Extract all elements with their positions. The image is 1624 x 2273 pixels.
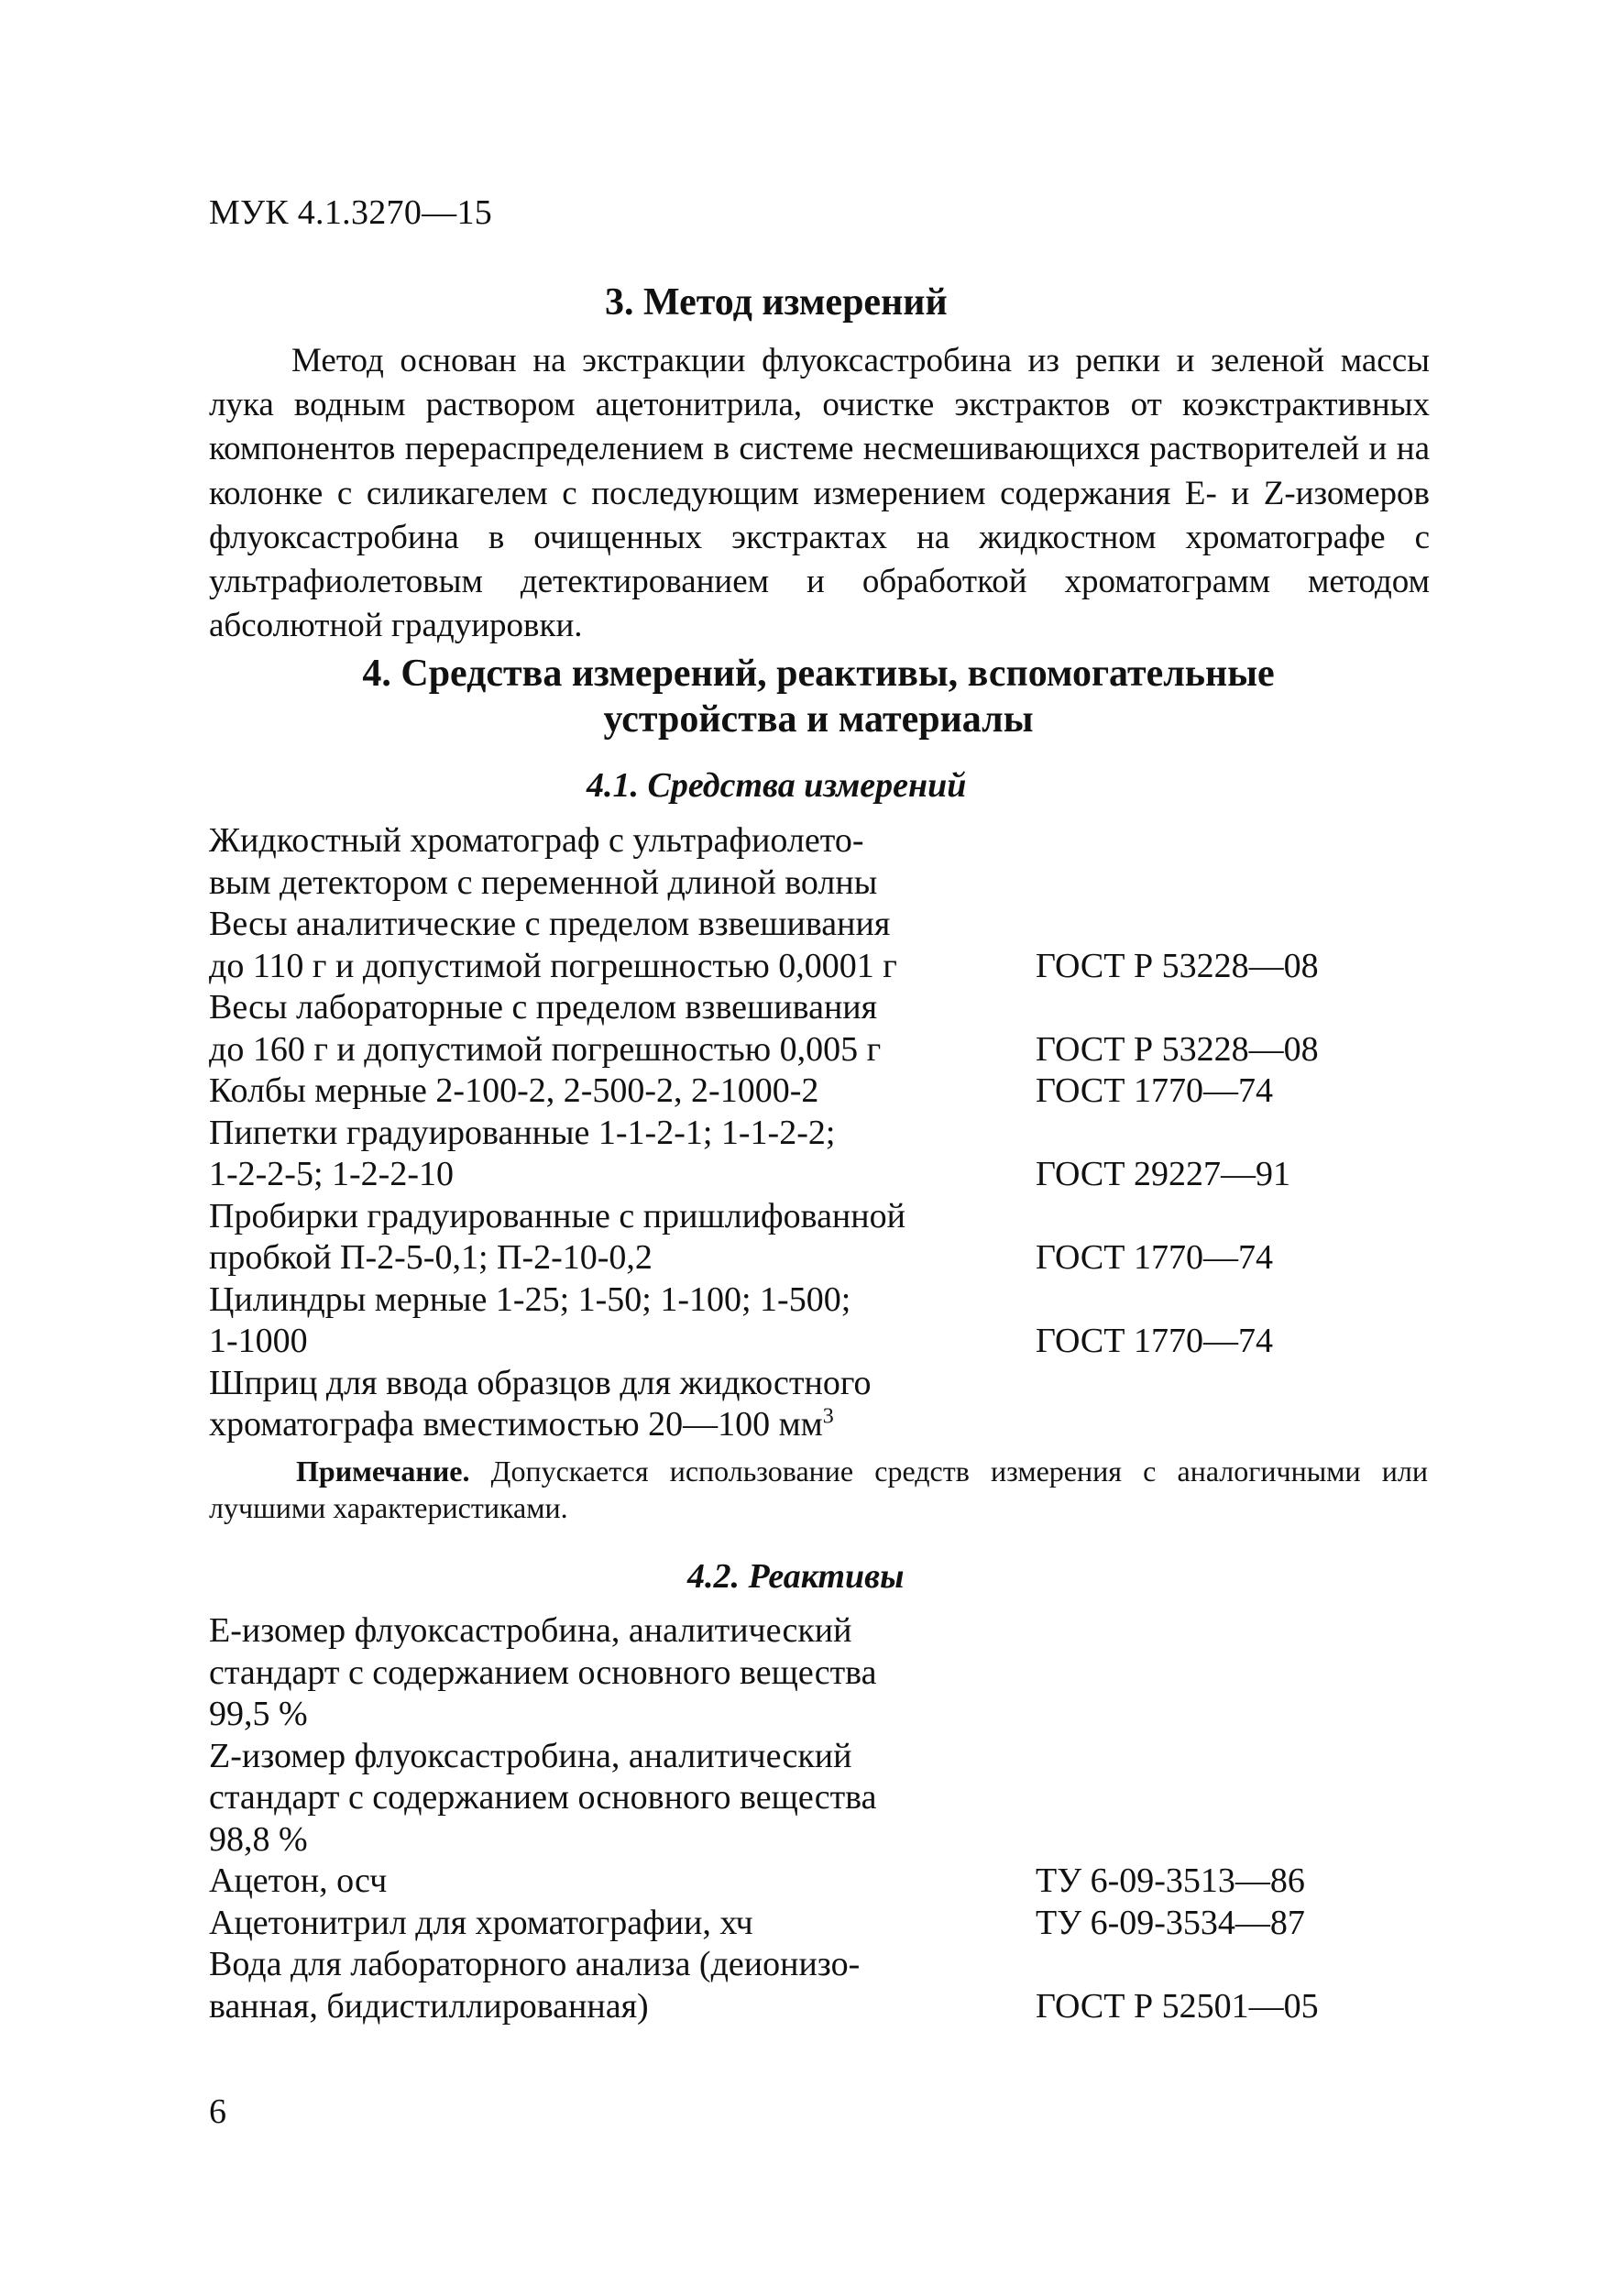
item-standard: ГОСТ 1770—74 xyxy=(1036,1322,1273,1360)
reagents-table xyxy=(209,1610,1428,2027)
section-4-title xyxy=(209,651,1428,742)
section-4-title-line-2: устройства и материалы xyxy=(603,698,1034,741)
table-row xyxy=(209,1861,1428,1903)
item-standard xyxy=(1006,1694,1428,1736)
syringe-text: хроматографа вместимостью 20—100 мм xyxy=(209,1405,823,1444)
item-standard xyxy=(1006,1819,1428,1861)
item-name: пробкой П-2-5-0,1; П-2-10-0,2 xyxy=(209,1238,653,1277)
table-row xyxy=(209,1610,1428,1653)
item-name: Колбы мерные 2-100-2, 2-500-2, 2-1000-2 xyxy=(209,1071,819,1110)
table-row xyxy=(209,1196,1428,1238)
item-name: Весы аналитические с пределом взвешивания xyxy=(209,905,891,943)
item-name: Ацетонитрил для хроматографии, хч xyxy=(209,1903,753,1942)
item-standard xyxy=(1006,1279,1428,1322)
item-standard xyxy=(1006,1363,1428,1405)
item-name xyxy=(209,1404,1006,1446)
item-standard: ТУ 6-09-3534—87 xyxy=(1036,1903,1305,1942)
table-row xyxy=(209,1819,1428,1861)
note xyxy=(209,1453,1428,1526)
measuring-instruments-table xyxy=(209,820,1428,1446)
unit-superscript: 3 xyxy=(822,1404,834,1429)
item-standard: ГОСТ Р 53228—08 xyxy=(1036,1029,1319,1069)
document-code: МУК 4.1.3270—15 xyxy=(209,193,493,232)
item-standard: ГОСТ Р 52501—05 xyxy=(1036,1986,1319,2026)
section-4-title-line-1: 4. Средства измерений, реактивы, вспомогательные xyxy=(362,653,1275,695)
item-name: стандарт с содержанием основного вещества xyxy=(209,1653,877,1692)
item-standard xyxy=(1006,1944,1428,1986)
item-name: Е-изомер флуоксастробина, аналитический xyxy=(209,1611,852,1650)
table-row xyxy=(209,820,1428,862)
table-row xyxy=(209,1154,1428,1196)
item-name: вым детектором с переменной длиной волны xyxy=(209,862,878,902)
table-row xyxy=(209,1321,1428,1363)
table-row xyxy=(209,1237,1428,1279)
table-row xyxy=(209,1653,1428,1695)
table-row xyxy=(209,1404,1428,1446)
table-row xyxy=(209,1903,1428,1945)
section-3-title: 3. Метод измерений xyxy=(605,281,948,324)
item-name: Жидкостный хроматограф с ультрафиолето- xyxy=(209,821,864,860)
item-name: Ацетон, осч xyxy=(209,1861,388,1900)
item-name: до 160 г и допустимой погрешностью 0,005 г xyxy=(209,1029,882,1069)
table-row xyxy=(209,1113,1428,1155)
method-paragraph: Метод основан на экстракции флуоксастробина из репки и зеленой массы лука водным раствором ацетонитрила, очистке экстрактов от коэкстрактивных компонентов перераспределением в системе несмешивающихся растворителей и на колонке с силикагелем с последующим измерением содержания Е- и Z-изомеров флуоксастробина в очищенных экстрактах на жидкостном хроматографе с ультрафиолетовым детектированием и обработкой хроматограмм методом абсолютной градуировки. xyxy=(209,342,1430,645)
table-row xyxy=(209,1986,1428,2028)
table-row xyxy=(209,1363,1428,1405)
item-standard xyxy=(1006,1736,1428,1778)
item-standard xyxy=(1006,1653,1428,1695)
table-row xyxy=(209,1071,1428,1113)
item-standard xyxy=(1006,862,1428,905)
item-name: Z-изомер флуоксастробина, аналитический xyxy=(209,1736,852,1775)
subsection-4-2-title: 4.2. Реактивы xyxy=(687,1557,905,1596)
item-standard xyxy=(1006,1113,1428,1155)
item-name: до 110 г и допустимой погрешностью 0,0001 г xyxy=(209,946,897,985)
item-name: ванная, бидистиллированная) xyxy=(209,1986,649,2026)
page-number: 6 xyxy=(209,2092,226,2131)
item-name: Пипетки градуированные 1-1-2-1; 1-1-2-2; xyxy=(209,1113,836,1152)
item-name: 98,8 % xyxy=(209,1819,308,1859)
item-standard: ГОСТ 1770—74 xyxy=(1036,1071,1273,1110)
item-name: 1-1000 xyxy=(209,1322,308,1360)
item-name: Вода для лабораторного анализа (деионизо- xyxy=(209,1945,861,1983)
subsection-4-1-title: 4.1. Средства измерений xyxy=(587,766,967,805)
item-standard xyxy=(1006,820,1428,862)
item-standard xyxy=(1006,987,1428,1029)
table-row xyxy=(209,904,1428,946)
item-name: Шприц для ввода образцов для жидкостного xyxy=(209,1363,872,1402)
item-name: Цилиндры мерные 1-25; 1-50; 1-100; 1-500; xyxy=(209,1279,851,1319)
table-row xyxy=(209,862,1428,905)
item-name: 1-2-2-5; 1-2-2-10 xyxy=(209,1155,454,1193)
item-standard: ГОСТ Р 53228—08 xyxy=(1036,946,1319,985)
item-standard xyxy=(1006,1777,1428,1819)
item-name: стандарт с содержанием основного вещества xyxy=(209,1778,877,1817)
table-row xyxy=(209,987,1428,1029)
note-label: Примечание. xyxy=(296,1455,470,1488)
table-row xyxy=(209,1944,1428,1986)
table-row xyxy=(209,1029,1428,1071)
item-standard xyxy=(1006,904,1428,946)
table-row xyxy=(209,1777,1428,1819)
item-standard xyxy=(1006,1404,1428,1446)
item-standard: ТУ 6-09-3513—86 xyxy=(1036,1861,1305,1900)
table-row xyxy=(209,946,1428,988)
table-row xyxy=(209,1694,1428,1736)
item-standard: ГОСТ 29227—91 xyxy=(1036,1155,1290,1193)
item-standard: ГОСТ 1770—74 xyxy=(1036,1238,1273,1277)
item-standard xyxy=(1006,1610,1428,1653)
note-text: Допускается использование средств измерения с аналогичными или лучшими характеристиками. xyxy=(209,1455,1428,1524)
table-row xyxy=(209,1279,1428,1322)
table-row xyxy=(209,1736,1428,1778)
item-name: 99,5 % xyxy=(209,1695,308,1733)
item-name: Пробирки градуированные с пришлифованной xyxy=(209,1196,905,1235)
item-name: Весы лабораторные с пределом взвешивания xyxy=(209,988,878,1027)
item-standard xyxy=(1006,1196,1428,1238)
